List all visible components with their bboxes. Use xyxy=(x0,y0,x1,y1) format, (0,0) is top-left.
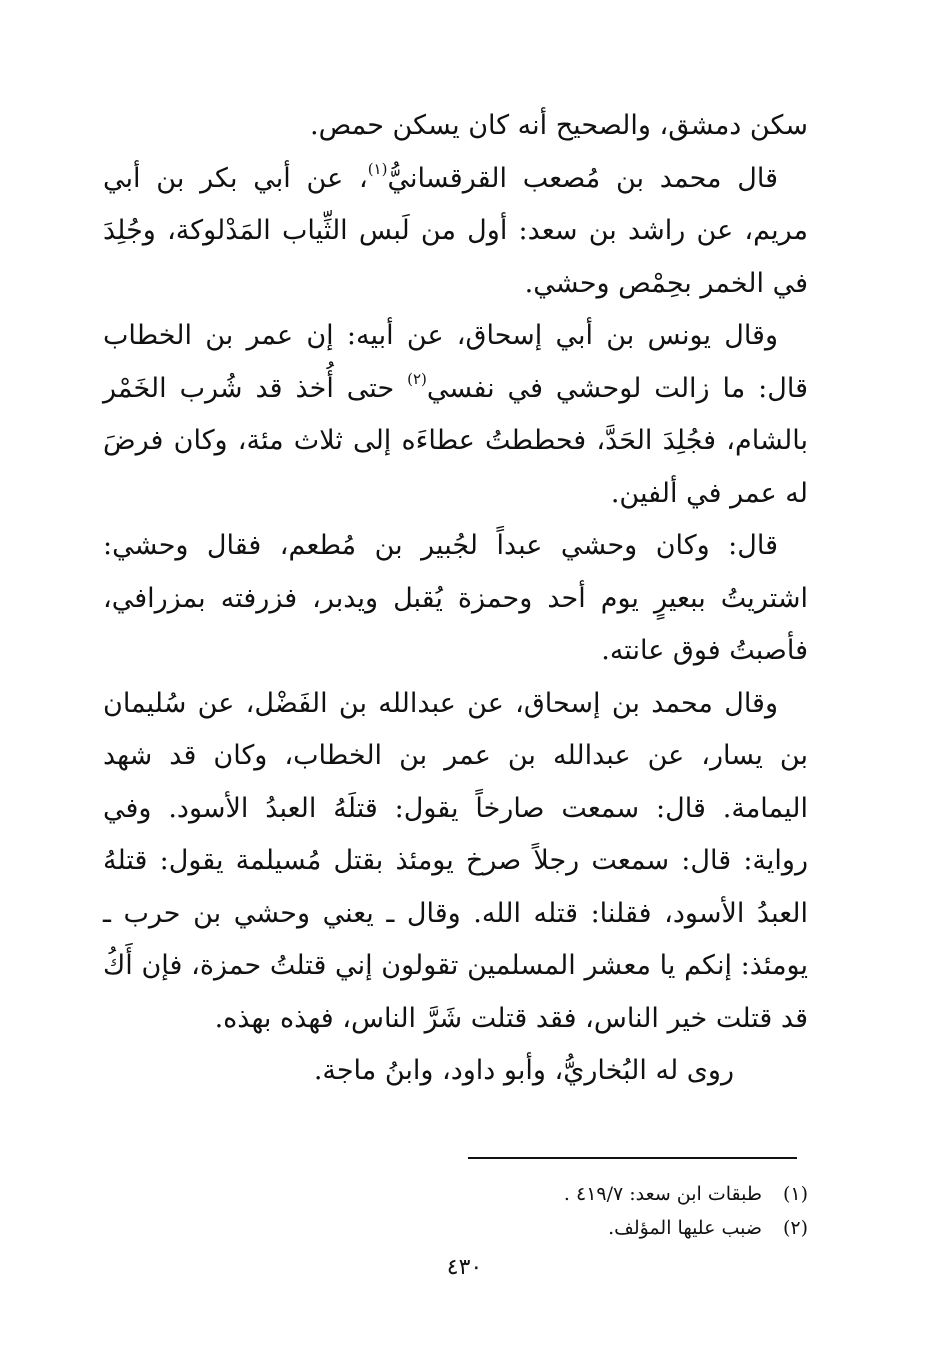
paragraph-2 xyxy=(103,153,808,311)
footnote-2-text: ضبب عليها المؤلف. xyxy=(608,1217,762,1239)
paragraph-2-part-a: قال محمد بن مُصعب القرقسانيُّ xyxy=(387,162,778,194)
paragraph-3-part-b: حتى أُخذ قد شُرب الخَمْر بالشام، فجُلِدَ الحَدَّ، فحططتُ عطاءَه إلى ثلاث مئة، وكان فرضَ له عمر في ألفين. xyxy=(103,372,808,509)
footnote-2 xyxy=(358,1211,808,1245)
footnote-2-number: (٢) xyxy=(782,1217,808,1239)
main-text xyxy=(103,100,808,1098)
page-number: ٤٣٠ xyxy=(446,1255,483,1280)
paragraph-5: وقال محمد بن إسحاق، عن عبدالله بن الفَضْل، عن سُليمان بن يسار، عن عبدالله بن عمر بن الخطاب، وكان قد شهد اليمامة. قال: سمعت صارخاً يقول: قتلَهُ العبدُ الأسود. وفي رواية: قال: سمعت رجلاً صرخ يومئذ بقتل مُسيلمة يقول: قتلهُ العبدُ الأسود، فقلنا: قتله الله. وقال ـ يعني وحشي بن حرب ـ يومئذ: إنكم يا معشر المسلمين تقولون إني قتلتُ حمزة، فإن أَكُ قد قتلت خير الناس، فقد قتلت شَرَّ الناس، فهذه بهذه. xyxy=(103,687,808,1034)
paragraph-3 xyxy=(103,310,808,520)
footnote-ref-2: (٢) xyxy=(407,369,427,388)
paragraph-2-part-b: ، عن أبي بكر بن أبي مريم، عن راشد بن سعد: أول من لَبس الثِّياب المَدْلوكة، وجُلِدَ في الخمر بحِمْص وحشي. xyxy=(103,162,808,299)
paragraph-1: سكن دمشق، والصحيح أنه كان يسكن حمص. xyxy=(310,110,808,141)
footnote-1-number: (١) xyxy=(782,1183,808,1205)
footnote-1 xyxy=(358,1177,808,1211)
footnotes xyxy=(358,1177,808,1245)
paragraph-6: روى له البُخاريُّ، وأبو داود، وابنُ ماجة. xyxy=(313,1055,734,1086)
paragraph-3-part-a: وقال يونس بن أبي إسحاق، عن أبيه: إن عمر بن الخطاب قال: ما زالت لوحشي في نفسي xyxy=(103,320,808,404)
footnote-separator xyxy=(468,1157,797,1159)
footnote-1-text: طبقات ابن سعد: ٤١٩/٧ . xyxy=(563,1183,762,1205)
paragraph-4: قال: وكان وحشي عبداً لجُبير بن مُطعم، فقال وحشي: اشتريتُ ببعيرٍ يوم أحد وحمزة يُقبل ويدبر، فزرفته بمزرافي، فأصبتُ فوق عانته. xyxy=(103,530,808,666)
footnote-ref-1: (١) xyxy=(367,159,388,178)
